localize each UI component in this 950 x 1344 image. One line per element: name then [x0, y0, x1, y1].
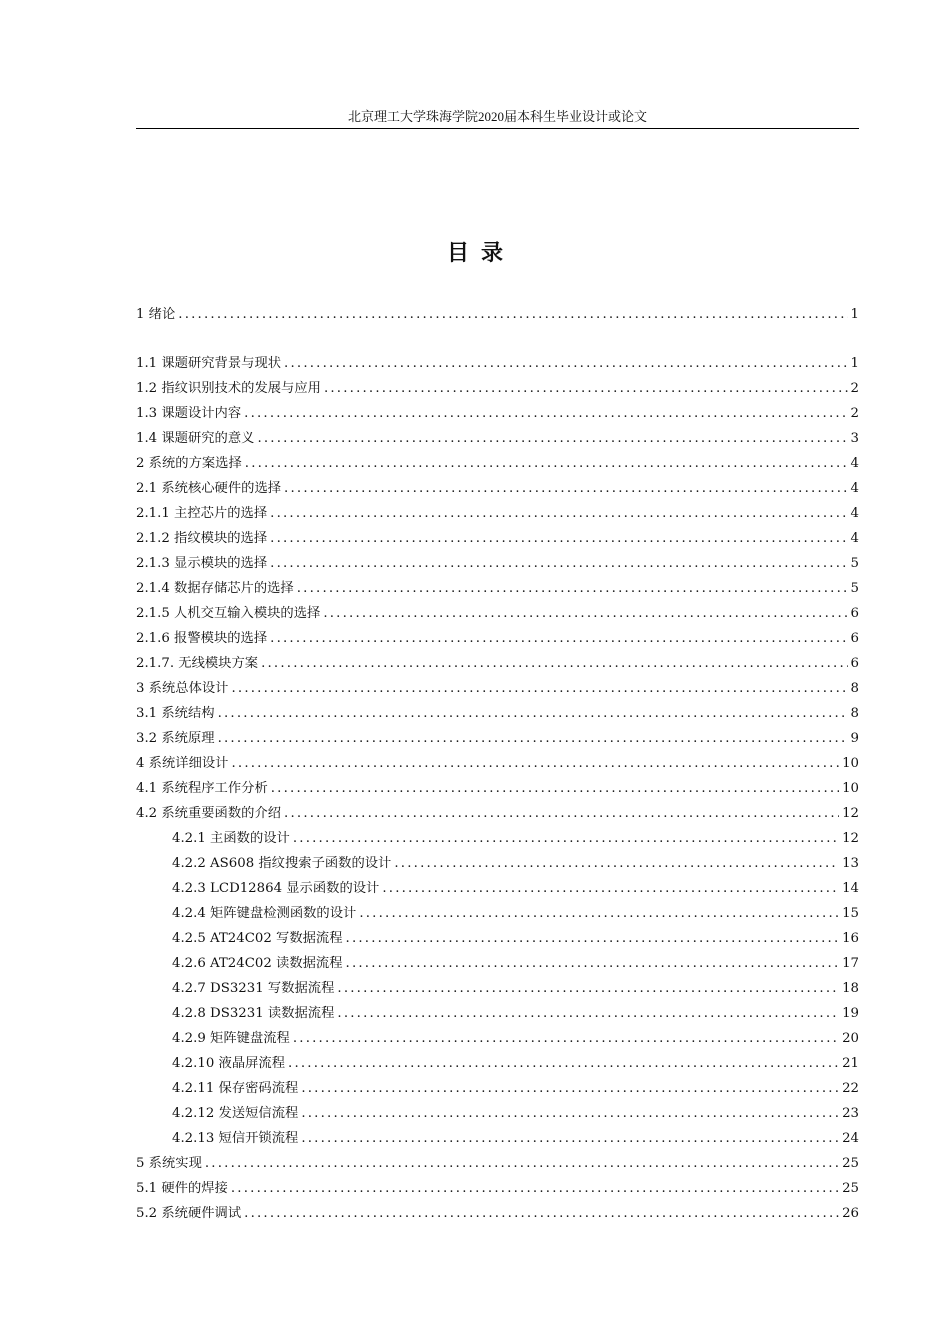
toc-leader-dots [218, 729, 848, 749]
toc-entry-label: 4.2.7 DS3231 写数据流程 [172, 981, 335, 996]
table-of-contents [136, 0, 859, 1344]
toc-leader-dots [382, 879, 839, 899]
toc-entry[interactable] [172, 954, 859, 974]
toc-entry[interactable] [136, 404, 859, 424]
toc-entry-page-number: 12 [842, 806, 859, 821]
toc-entry-label: 2.1.2 指纹模块的选择 [136, 531, 268, 546]
toc-entry[interactable] [136, 754, 859, 774]
toc-entry[interactable] [172, 1004, 859, 1024]
toc-entry-page-number: 4 [850, 456, 859, 471]
toc-entry-page-number: 13 [842, 856, 859, 871]
toc-entry-page-number: 5 [850, 556, 859, 571]
toc-leader-dots [346, 954, 840, 974]
toc-entry-page-number: 25 [842, 1181, 859, 1196]
toc-entry[interactable] [136, 454, 859, 474]
toc-leader-dots [218, 704, 848, 724]
toc-entry-label: 4.2.8 DS3231 读数据流程 [172, 1006, 335, 1021]
toc-entry-page-number: 4 [850, 506, 859, 521]
toc-entry-page-number: 22 [842, 1081, 859, 1096]
toc-entry-page-number: 8 [850, 681, 859, 696]
toc-leader-dots [244, 1204, 839, 1224]
toc-entry-label: 4.2.12 发送短信流程 [172, 1106, 299, 1121]
toc-entry-label: 1 绪论 [136, 307, 176, 322]
toc-leader-dots [284, 804, 839, 824]
toc-entry[interactable] [136, 779, 859, 799]
toc-leader-dots [205, 1154, 839, 1174]
toc-entry-label: 2.1 系统核心硬件的选择 [136, 481, 282, 496]
toc-entry[interactable] [172, 929, 859, 949]
toc-entry[interactable] [136, 479, 859, 499]
toc-entry-page-number: 20 [842, 1031, 859, 1046]
toc-entry-label: 3.2 系统原理 [136, 731, 215, 746]
toc-entry-label: 4.1 系统程序工作分析 [136, 781, 268, 796]
toc-entry[interactable] [136, 554, 859, 574]
toc-entry-page-number: 24 [842, 1131, 859, 1146]
toc-entry-page-number: 6 [850, 606, 859, 621]
toc-entry[interactable] [172, 1054, 859, 1074]
toc-leader-dots [257, 429, 847, 449]
toc-entry[interactable] [136, 729, 859, 749]
toc-entry[interactable] [172, 829, 859, 849]
toc-entry-label: 1.3 课题设计内容 [136, 406, 242, 421]
toc-entry-page-number: 1 [850, 356, 859, 371]
toc-leader-dots [346, 929, 840, 949]
toc-entry[interactable] [136, 1204, 859, 1224]
toc-entry-page-number: 19 [842, 1006, 859, 1021]
toc-entry-label: 4 系统详细设计 [136, 756, 229, 771]
toc-entry[interactable] [172, 904, 859, 924]
toc-entry-label: 3 系统总体设计 [136, 681, 229, 696]
toc-entry[interactable] [136, 579, 859, 599]
toc-entry-page-number: 9 [850, 731, 859, 746]
toc-entry[interactable] [136, 804, 859, 824]
toc-entry-label: 4.2.5 AT24C02 写数据流程 [172, 931, 343, 946]
toc-entry[interactable] [172, 1104, 859, 1124]
toc-entry[interactable] [136, 629, 859, 649]
page-header: 北京理工大学珠海学院2020届本科生毕业设计或论文 [136, 108, 859, 129]
toc-entry[interactable] [136, 604, 859, 624]
toc-entry-label: 2.1.5 人机交互输入模块的选择 [136, 606, 321, 621]
toc-entry-label: 4.2.9 矩阵键盘流程 [172, 1031, 290, 1046]
toc-entry-label: 4.2.4 矩阵键盘检测函数的设计 [172, 906, 357, 921]
toc-leader-dots [270, 554, 847, 574]
toc-leader-dots [293, 829, 839, 849]
toc-leader-dots [359, 904, 839, 924]
toc-leader-dots [297, 579, 848, 599]
toc-entry-label: 4.2.10 液晶屏流程 [172, 1056, 286, 1071]
toc-entry[interactable] [136, 529, 859, 549]
toc-entry-page-number: 18 [842, 981, 859, 996]
toc-entry[interactable] [172, 1129, 859, 1149]
toc-entry-page-number: 25 [842, 1156, 859, 1171]
toc-entry[interactable] [136, 1154, 859, 1174]
toc-entry-page-number: 6 [850, 656, 859, 671]
toc-entry-label: 2.1.7. 无线模块方案 [136, 656, 259, 671]
toc-entry[interactable] [136, 504, 859, 524]
toc-entry-label: 3.1 系统结构 [136, 706, 215, 721]
toc-entry-label: 2 系统的方案选择 [136, 456, 242, 471]
toc-entry-label: 5.2 系统硬件调试 [136, 1206, 242, 1221]
toc-entry-label: 1.2 指纹识别技术的发展与应用 [136, 381, 321, 396]
toc-entry-page-number: 14 [842, 881, 859, 896]
toc-entry-page-number: 10 [842, 781, 859, 796]
toc-entry-label: 4.2.3 LCD12864 显示函数的设计 [172, 881, 380, 896]
toc-entry-page-number: 17 [842, 956, 859, 971]
toc-leader-dots [231, 754, 839, 774]
toc-entry-label: 4.2.11 保存密码流程 [172, 1081, 299, 1096]
toc-entry-label: 4.2.6 AT24C02 读数据流程 [172, 956, 343, 971]
toc-entry-label: 4.2.1 主函数的设计 [172, 831, 290, 846]
toc-leader-dots [178, 305, 847, 325]
toc-title: 目录 [446, 241, 515, 266]
toc-entry[interactable] [172, 1029, 859, 1049]
toc-entry-page-number: 10 [842, 756, 859, 771]
toc-entry-page-number: 12 [842, 831, 859, 846]
toc-entry[interactable] [136, 305, 859, 325]
toc-entry-label: 2.1.6 报警模块的选择 [136, 631, 268, 646]
toc-entry-page-number: 4 [850, 481, 859, 496]
toc-entry-page-number: 2 [850, 381, 859, 396]
toc-leader-dots [301, 1079, 839, 1099]
toc-leader-dots [301, 1104, 839, 1124]
toc-leader-dots [244, 404, 847, 424]
toc-leader-dots [337, 979, 839, 999]
toc-leader-dots [293, 1029, 839, 1049]
toc-leader-dots [261, 654, 847, 674]
toc-leader-dots [284, 354, 847, 374]
toc-entry-label: 2.1.4 数据存储芯片的选择 [136, 581, 294, 596]
toc-entry[interactable] [172, 979, 859, 999]
toc-entry-label: 1.4 课题研究的意义 [136, 431, 255, 446]
toc-leader-dots [231, 1179, 839, 1199]
toc-entry-label: 4.2.13 短信开锁流程 [172, 1131, 299, 1146]
toc-entry-label: 4.2.2 AS608 指纹搜索子函数的设计 [172, 856, 392, 871]
toc-entry[interactable] [136, 679, 859, 699]
toc-entry-label: 1.1 课题研究背景与现状 [136, 356, 282, 371]
toc-leader-dots [337, 1004, 839, 1024]
toc-entry-page-number: 8 [850, 706, 859, 721]
toc-entry[interactable] [136, 1179, 859, 1199]
toc-entry-page-number: 5 [850, 581, 859, 596]
toc-entry-page-number: 2 [850, 406, 859, 421]
toc-entry[interactable] [172, 1079, 859, 1099]
toc-entry-page-number: 6 [850, 631, 859, 646]
toc-entry-page-number: 21 [842, 1056, 859, 1071]
toc-leader-dots [270, 629, 847, 649]
toc-entry[interactable] [136, 654, 859, 674]
toc-leader-dots [270, 504, 847, 524]
toc-entry-page-number: 4 [850, 531, 859, 546]
toc-entry-label: 5 系统实现 [136, 1156, 202, 1171]
toc-leader-dots [394, 854, 839, 874]
toc-entry[interactable] [136, 704, 859, 724]
toc-leader-dots [301, 1129, 839, 1149]
toc-leader-dots [323, 604, 847, 624]
toc-leader-dots [284, 479, 847, 499]
toc-entry[interactable] [136, 354, 859, 374]
toc-leader-dots [324, 379, 848, 399]
toc-entry-label: 5.1 硬件的焊接 [136, 1181, 228, 1196]
toc-entry[interactable] [172, 854, 859, 874]
toc-leader-dots [288, 1054, 839, 1074]
toc-leader-dots [231, 679, 847, 699]
toc-entry-page-number: 16 [842, 931, 859, 946]
toc-entry-label: 2.1.3 显示模块的选择 [136, 556, 268, 571]
toc-entry[interactable] [172, 879, 859, 899]
toc-leader-dots [270, 529, 847, 549]
toc-entry-label: 2.1.1 主控芯片的选择 [136, 506, 268, 521]
toc-entry-page-number: 26 [842, 1206, 859, 1221]
toc-entry-page-number: 3 [850, 431, 859, 446]
toc-leader-dots [245, 454, 848, 474]
toc-entry-page-number: 15 [842, 906, 859, 921]
toc-entry[interactable] [136, 379, 859, 399]
toc-entry-page-number: 1 [850, 307, 859, 322]
toc-leader-dots [271, 779, 839, 799]
toc-entry[interactable] [136, 429, 859, 449]
toc-entry-page-number: 23 [842, 1106, 859, 1121]
toc-entry-label: 4.2 系统重要函数的介绍 [136, 806, 282, 821]
